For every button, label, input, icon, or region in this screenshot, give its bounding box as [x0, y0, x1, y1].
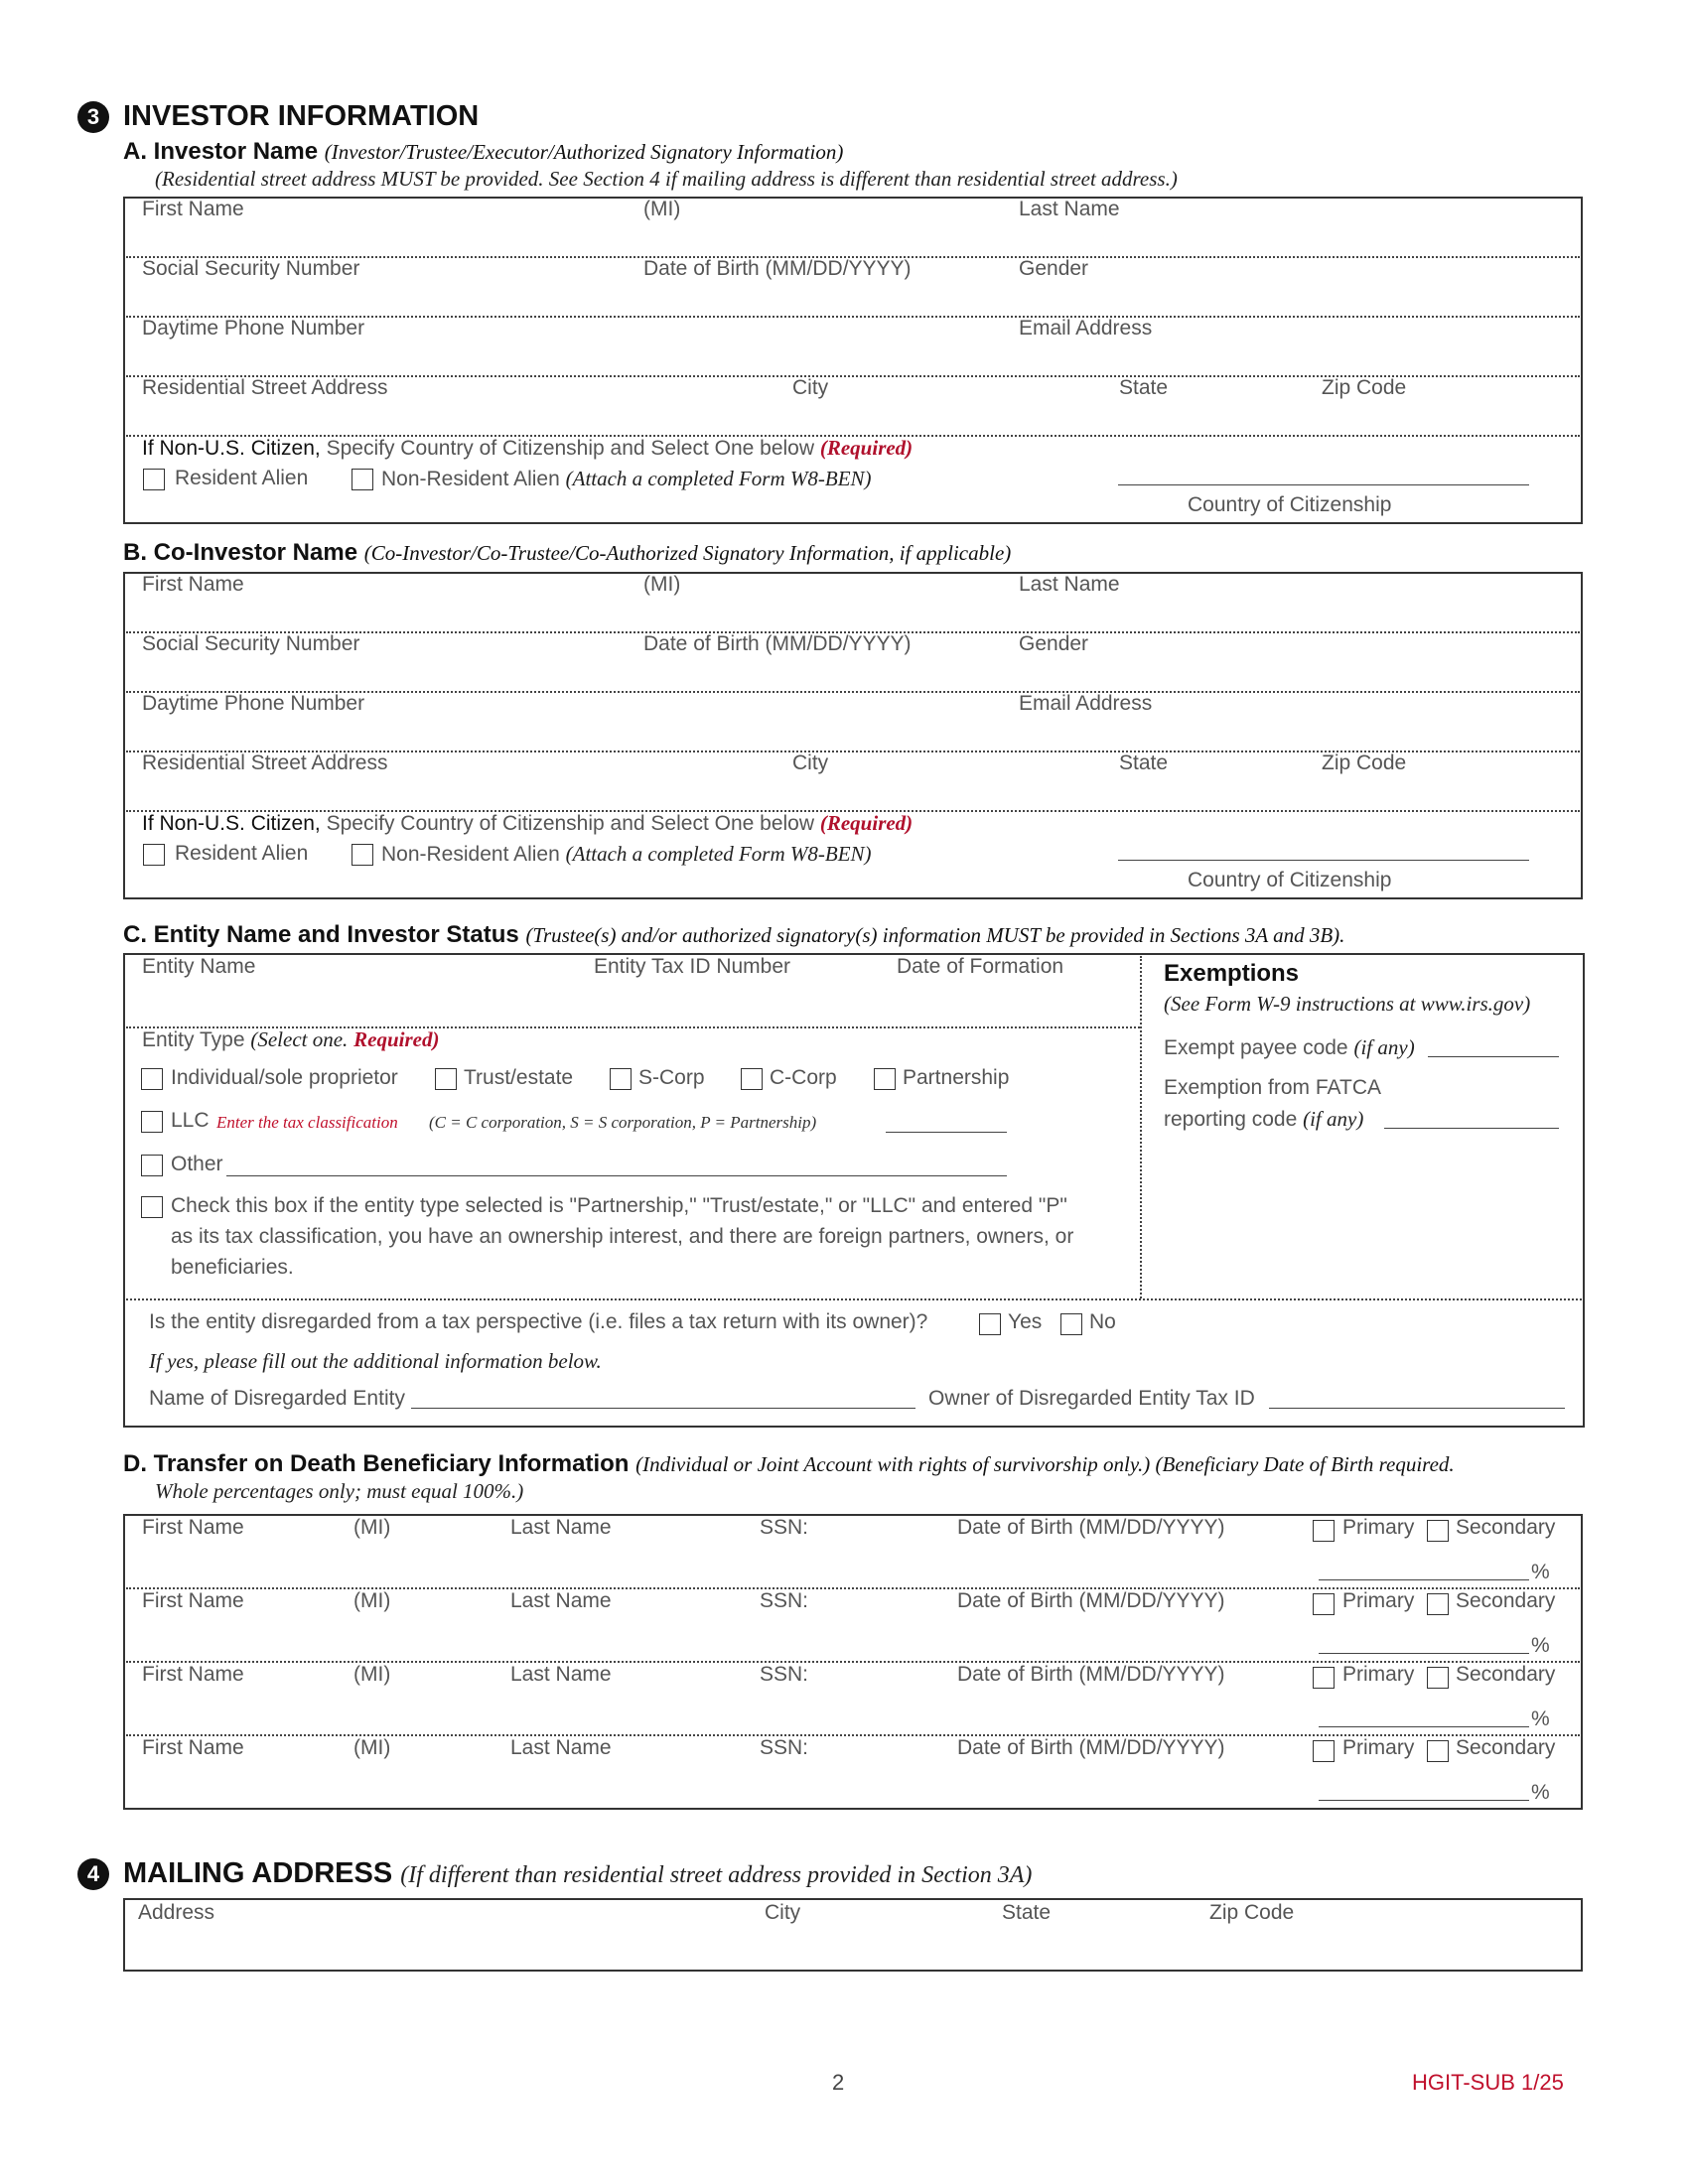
tod-mi-field[interactable]: (MI): [353, 1589, 391, 1612]
tod-primary-label: Primary: [1342, 1589, 1415, 1612]
exempt-payee-label: Exempt payee code (if any): [1164, 1035, 1415, 1059]
entity-date-formation-field[interactable]: Date of Formation: [897, 955, 1064, 978]
tod-mi-field[interactable]: (MI): [353, 1663, 391, 1686]
disregarded-yes-label: Yes: [1008, 1310, 1043, 1333]
llc-codes-note: (C = C corporation, S = S corporation, P = Partnership): [429, 1113, 817, 1132]
tod-secondary-label: Secondary: [1456, 1736, 1556, 1759]
foreign-owners-checkbox[interactable]: [141, 1196, 163, 1218]
tod-ssn-field[interactable]: SSN:: [760, 1736, 809, 1759]
fatca-label-line1: Exemption from FATCA: [1164, 1076, 1382, 1099]
tod-percent-sign: %: [1531, 1707, 1550, 1730]
mailing-city-field[interactable]: City: [765, 1901, 801, 1924]
tod-percent-input[interactable]: [1319, 1653, 1529, 1654]
tod-percent-sign: %: [1531, 1781, 1550, 1804]
tod-secondary-checkbox[interactable]: [1427, 1593, 1449, 1615]
section-3-badge: 3: [77, 101, 109, 133]
llc-checkbox[interactable]: [141, 1111, 163, 1133]
tod-mi-field[interactable]: (MI): [353, 1516, 391, 1539]
tod-last-name-field[interactable]: Last Name: [510, 1736, 612, 1759]
investor-citizenship-prompt: If Non-U.S. Citizen, Specify Country of Citizenship and Select One below (Required): [142, 436, 914, 460]
tod-ssn-field[interactable]: SSN:: [760, 1516, 809, 1539]
investor-country-label: Country of Citizenship: [1188, 493, 1392, 516]
disregarded-instruction: If yes, please fill out the additional information below.: [149, 1349, 602, 1373]
disregarded-question: Is the entity disregarded from a tax perspective (i.e. files a tax return with its owner)?: [149, 1310, 928, 1333]
tod-primary-checkbox[interactable]: [1313, 1593, 1335, 1615]
disregarded-no-checkbox[interactable]: [1060, 1313, 1082, 1335]
tod-first-name-field[interactable]: First Name: [142, 1516, 244, 1539]
investor-resident-alien-checkbox[interactable]: [143, 469, 165, 490]
co-non-resident-alien-checkbox[interactable]: [352, 844, 373, 866]
section-4-title: MAILING ADDRESS (If different than residential street address provided in Section 3A): [123, 1857, 1033, 1889]
tod-percent-input[interactable]: [1319, 1800, 1529, 1801]
individual-checkbox[interactable]: [141, 1068, 163, 1090]
partnership-label: Partnership: [903, 1066, 1010, 1089]
fatca-input[interactable]: [1384, 1128, 1559, 1129]
co-gender-field[interactable]: Gender: [1019, 632, 1089, 655]
tod-ssn-field[interactable]: SSN:: [760, 1663, 809, 1686]
tod-secondary-checkbox[interactable]: [1427, 1740, 1449, 1762]
disregarded-no-label: No: [1089, 1310, 1116, 1333]
tod-last-name-field[interactable]: Last Name: [510, 1516, 612, 1539]
co-resident-alien-label: Resident Alien: [175, 842, 309, 865]
tod-primary-label: Primary: [1342, 1663, 1415, 1686]
tod-percent-sign: %: [1531, 1561, 1550, 1583]
trust-estate-label: Trust/estate: [464, 1066, 574, 1089]
co-investor-heading: B. Co-Investor Name (Co-Investor/Co-Trustee/Co-Authorized Signatory Information, if applicable): [123, 539, 1012, 566]
tod-primary-checkbox[interactable]: [1313, 1520, 1335, 1542]
tod-heading: D. Transfer on Death Beneficiary Information (Individual or Joint Account with rights of survivorship only.) (Beneficiary Date of Birth required.: [123, 1450, 1455, 1477]
disregarded-name-input[interactable]: [411, 1408, 915, 1409]
tod-dob-field[interactable]: Date of Birth (MM/DD/YYYY): [957, 1589, 1225, 1612]
mailing-address-field[interactable]: Address: [138, 1901, 215, 1924]
tod-first-name-field[interactable]: First Name: [142, 1663, 244, 1686]
llc-classification-note: Enter the tax classification: [216, 1113, 398, 1132]
tod-percent-input[interactable]: [1319, 1579, 1529, 1580]
investor-dob-field[interactable]: Date of Birth (MM/DD/YYYY): [643, 257, 912, 280]
mailing-zip-field[interactable]: Zip Code: [1209, 1901, 1295, 1924]
investor-state-field[interactable]: State: [1119, 376, 1169, 399]
llc-label: LLC: [171, 1109, 210, 1132]
tod-secondary-label: Secondary: [1456, 1589, 1556, 1612]
investor-gender-field[interactable]: Gender: [1019, 257, 1089, 280]
co-state-field[interactable]: State: [1119, 751, 1169, 774]
mailing-state-field[interactable]: State: [1002, 1901, 1052, 1924]
tod-secondary-checkbox[interactable]: [1427, 1520, 1449, 1542]
investor-city-field[interactable]: City: [792, 376, 829, 399]
tod-dob-field[interactable]: Date of Birth (MM/DD/YYYY): [957, 1516, 1225, 1539]
co-zip-field[interactable]: Zip Code: [1322, 751, 1407, 774]
trust-estate-checkbox[interactable]: [435, 1068, 457, 1090]
form-code: HGIT-SUB 1/25: [1412, 2070, 1564, 2095]
tod-ssn-field[interactable]: SSN:: [760, 1589, 809, 1612]
tod-primary-label: Primary: [1342, 1516, 1415, 1539]
co-resident-alien-checkbox[interactable]: [143, 844, 165, 866]
investor-mi-field[interactable]: (MI): [643, 198, 681, 220]
investor-non-resident-alien-label: Non-Resident Alien (Attach a completed Form W8-BEN): [381, 467, 872, 490]
other-label: Other: [171, 1153, 223, 1175]
investor-non-resident-alien-checkbox[interactable]: [352, 469, 373, 490]
tod-secondary-label: Secondary: [1456, 1663, 1556, 1686]
section-3-title: INVESTOR INFORMATION: [123, 100, 480, 132]
co-country-input[interactable]: [1118, 860, 1529, 861]
co-email-field[interactable]: Email Address: [1019, 692, 1153, 715]
other-input[interactable]: [226, 1175, 1007, 1176]
investor-zip-field[interactable]: Zip Code: [1322, 376, 1407, 399]
co-non-resident-alien-label: Non-Resident Alien (Attach a completed Form W8-BEN): [381, 842, 872, 866]
section-4-badge: 4: [77, 1858, 109, 1890]
co-city-field[interactable]: City: [792, 751, 829, 774]
investor-phone-field[interactable]: Daytime Phone Number: [142, 317, 365, 340]
investor-address-note: (Residential street address MUST be provided. See Section 4 if mailing address is different than residential street address.): [155, 167, 1178, 191]
foreign-owners-line2: as its tax classification, you have an ownership interest, and there are foreign partners, owners, or: [171, 1225, 1074, 1248]
investor-country-input[interactable]: [1118, 484, 1529, 485]
co-phone-field[interactable]: Daytime Phone Number: [142, 692, 365, 715]
co-street-field[interactable]: Residential Street Address: [142, 751, 388, 774]
investor-name-heading: A. Investor Name (Investor/Trustee/Executor/Authorized Signatory Information): [123, 138, 844, 165]
c-corp-checkbox[interactable]: [741, 1068, 763, 1090]
entity-tax-id-field[interactable]: Entity Tax ID Number: [594, 955, 791, 978]
exemptions-note: (See Form W-9 instructions at www.irs.gov): [1164, 992, 1531, 1016]
co-first-name-field[interactable]: First Name: [142, 573, 244, 596]
tod-primary-checkbox[interactable]: [1313, 1667, 1335, 1689]
tod-mi-field[interactable]: (MI): [353, 1736, 391, 1759]
co-dob-field[interactable]: Date of Birth (MM/DD/YYYY): [643, 632, 912, 655]
llc-classification-input[interactable]: [886, 1132, 1007, 1133]
tod-primary-checkbox[interactable]: [1313, 1740, 1335, 1762]
tod-note: Whole percentages only; must equal 100%.): [155, 1479, 524, 1503]
other-checkbox[interactable]: [141, 1155, 163, 1176]
tod-dob-field[interactable]: Date of Birth (MM/DD/YYYY): [957, 1663, 1225, 1686]
tod-secondary-label: Secondary: [1456, 1516, 1556, 1539]
co-ssn-field[interactable]: Social Security Number: [142, 632, 360, 655]
investor-first-name-field[interactable]: First Name: [142, 198, 244, 220]
tod-secondary-checkbox[interactable]: [1427, 1667, 1449, 1689]
page-number: 2: [832, 2070, 845, 2095]
s-corp-label: S-Corp: [638, 1066, 705, 1089]
s-corp-checkbox[interactable]: [610, 1068, 632, 1090]
entity-type-label: Entity Type (Select one. Required): [142, 1027, 440, 1051]
co-country-label: Country of Citizenship: [1188, 869, 1392, 891]
tod-first-name-field[interactable]: First Name: [142, 1736, 244, 1759]
exemptions-title: Exemptions: [1164, 960, 1300, 987]
individual-label: Individual/sole proprietor: [171, 1066, 398, 1089]
tod-last-name-field[interactable]: Last Name: [510, 1589, 612, 1612]
investor-last-name-field[interactable]: Last Name: [1019, 198, 1120, 220]
disregarded-yes-checkbox[interactable]: [979, 1313, 1001, 1335]
fatca-label-line2: reporting code (if any): [1164, 1107, 1364, 1131]
partnership-checkbox[interactable]: [874, 1068, 896, 1090]
disregarded-name-label: Name of Disregarded Entity: [149, 1387, 405, 1410]
tod-first-name-field[interactable]: First Name: [142, 1589, 244, 1612]
tod-percent-input[interactable]: [1319, 1726, 1529, 1727]
tod-dob-field[interactable]: Date of Birth (MM/DD/YYYY): [957, 1736, 1225, 1759]
mailing-address-box: [123, 1898, 1583, 1972]
investor-ssn-field[interactable]: Social Security Number: [142, 257, 360, 280]
tod-last-name-field[interactable]: Last Name: [510, 1663, 612, 1686]
co-last-name-field[interactable]: Last Name: [1019, 573, 1120, 596]
investor-resident-alien-label: Resident Alien: [175, 467, 309, 489]
foreign-owners-line3: beneficiaries.: [171, 1256, 294, 1279]
entity-name-field[interactable]: Entity Name: [142, 955, 256, 978]
owner-tax-id-input[interactable]: [1269, 1408, 1565, 1409]
tod-percent-sign: %: [1531, 1634, 1550, 1657]
foreign-owners-line1: Check this box if the entity type selected is "Partnership," "Trust/estate," or "LLC" and entered "P": [171, 1194, 1067, 1217]
investor-street-field[interactable]: Residential Street Address: [142, 376, 388, 399]
c-corp-label: C-Corp: [770, 1066, 837, 1089]
co-mi-field[interactable]: (MI): [643, 573, 681, 596]
tod-primary-label: Primary: [1342, 1736, 1415, 1759]
investor-email-field[interactable]: Email Address: [1019, 317, 1153, 340]
entity-heading: C. Entity Name and Investor Status (Trustee(s) and/or authorized signatory(s) information MUST be provided in Sections 3A and 3B).: [123, 921, 1345, 948]
owner-tax-id-label: Owner of Disregarded Entity Tax ID: [928, 1387, 1255, 1410]
exempt-payee-input[interactable]: [1428, 1056, 1559, 1057]
co-citizenship-prompt: If Non-U.S. Citizen, Specify Country of Citizenship and Select One below (Required): [142, 811, 914, 835]
